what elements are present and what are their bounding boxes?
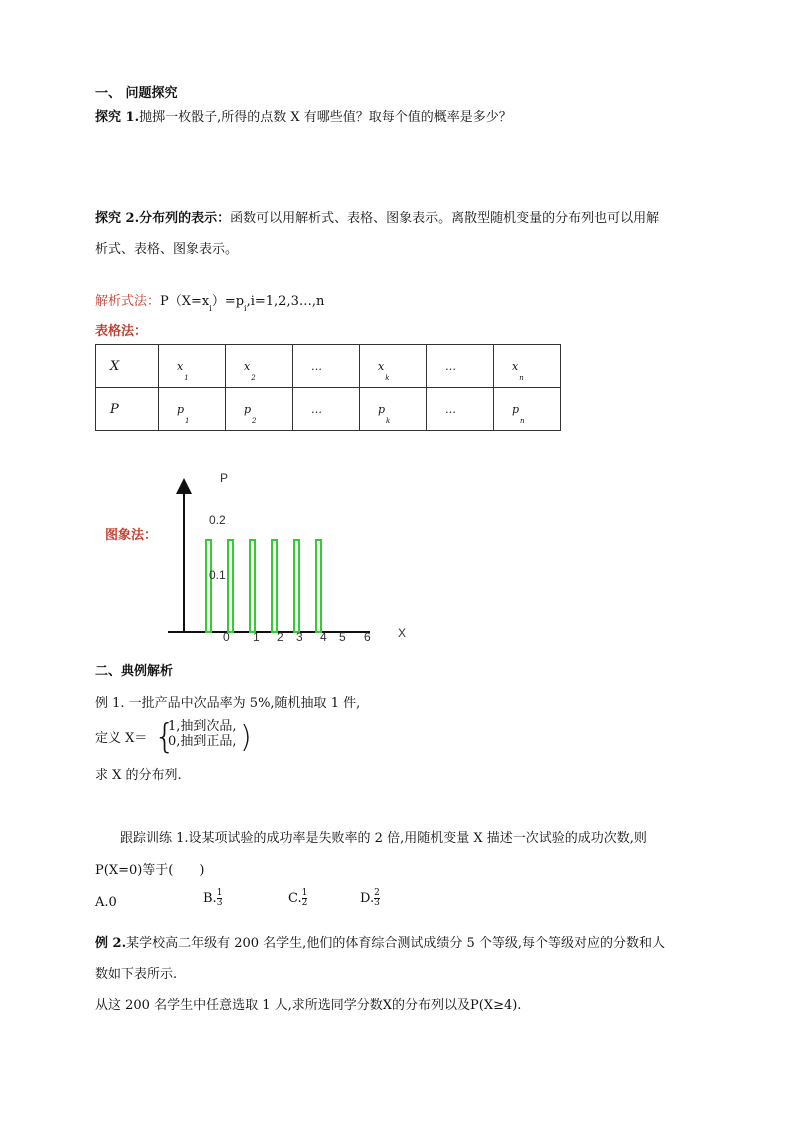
case-2: 0,抽到正品, [168, 734, 237, 749]
section1-title: 一、 问题探究 [95, 86, 178, 101]
practice1-line2: P(X=0)等于( ) [95, 863, 205, 878]
practice1-line1: 跟踪训练 1.设某项试验的成功率是失败率的 2 倍,用随机变量 X 描述一次试验的成功次数,则 [120, 831, 647, 846]
example2-line2: 数如下表所示. [95, 967, 178, 982]
table-row-x [96, 345, 561, 388]
example2-label: 例 2. [95, 936, 127, 951]
case-1: 1,抽到次品, [168, 719, 237, 734]
x-axis-label: X [398, 626, 407, 640]
bar-4 [272, 540, 277, 632]
bar-2 [228, 540, 233, 632]
example1-define-prefix: 定义 X＝ [95, 731, 148, 746]
x-tick-label: 4 [320, 630, 327, 644]
left-brace-icon: { [154, 717, 176, 757]
option-b: B. $\frac{1}{3}$ [203, 888, 223, 908]
table-cell: $p_2$ [226, 388, 293, 431]
example1-line1: 例 1. 一批产品中次品率为 5%,随机抽取 1 件, [95, 696, 361, 711]
formula-part-b: ）=p [211, 294, 245, 309]
graph-method-label: 图象法： [105, 528, 158, 543]
explore2-text-line1: 函数可以用解析式、表格、图象表示。离散型随机变量的分布列也可以用解 [230, 211, 660, 226]
table-cell: $p_k$ [360, 388, 427, 431]
example2-line1 [95, 932, 665, 951]
table-cell: $p_1$ [159, 388, 226, 431]
table-cell: $x_1$ [159, 345, 226, 388]
example2-text: 某学校高二年级有 200 名学生,他们的体育综合测试成绩分 5 个等级,每个等级对应的分数和人 [126, 936, 665, 951]
x-tick-label: 1 [253, 630, 260, 644]
x-tick-label: 3 [296, 630, 303, 644]
table-cell: … [427, 388, 494, 431]
formula-sub-i2: i [244, 304, 247, 313]
bar-1 [206, 540, 211, 632]
x-tick-label: 5 [339, 630, 346, 644]
explore1-paragraph [95, 106, 512, 125]
table-row-p [96, 388, 561, 431]
bar-5 [294, 540, 299, 632]
table-header-x: X [96, 345, 159, 388]
x-tick-label: 6 [364, 630, 371, 644]
formula-part-a: P（X=x [160, 294, 210, 309]
table-method-label: 表格法： [95, 324, 148, 339]
bar-6 [316, 540, 321, 632]
example1-line3: 求 X 的分布列. [95, 768, 182, 783]
section2-title: 二、典例解析 [95, 664, 174, 679]
x-tick-label: 2 [277, 630, 284, 644]
example2-line3: 从这 200 名学生中任意选取 1 人,求所选同学分数X的分布列以及P(X≥4). [95, 998, 522, 1013]
y-axis-label: P [220, 471, 229, 485]
option-d: D. $\frac{2}{3}$ [360, 888, 380, 908]
distribution-table [95, 344, 561, 431]
option-a: A.0 [95, 895, 117, 910]
piecewise-cases [168, 719, 237, 749]
option-c: C. $\frac{1}{2}$ [288, 888, 308, 908]
bar-3 [250, 540, 255, 632]
formula-part-c: ,i=1,2,3…,n [246, 294, 325, 309]
table-cell: … [293, 388, 360, 431]
table-cell: $x_n$ [494, 345, 561, 388]
table-cell: … [427, 345, 494, 388]
explore2-text-line2: 析式、表格、图象表示。 [95, 242, 239, 257]
distribution-chart [160, 460, 420, 650]
x-tick-label: 0 [223, 630, 230, 644]
explore1-text: 抛掷一枚骰子,所得的点数 X 有哪些值？取每个值的概率是多少？ [139, 110, 512, 125]
analytic-formula [95, 290, 324, 313]
right-paren-icon: ) [240, 720, 252, 755]
explore2-line1 [95, 207, 659, 226]
table-cell: $p_n$ [494, 388, 561, 431]
y-tick-label: 0.1 [209, 568, 226, 582]
analytic-label: 解析式法： [95, 294, 161, 309]
table-cell: $x_k$ [360, 345, 427, 388]
formula-sub-i1: i [209, 304, 212, 313]
table-cell: $x_2$ [226, 345, 293, 388]
explore2-label: 探究 2.分布列的表示： [95, 211, 231, 226]
table-header-p: P [96, 388, 159, 431]
table-cell: … [293, 345, 360, 388]
y-tick-label: 0.2 [209, 513, 226, 527]
explore1-label: 探究 1. [95, 110, 140, 125]
